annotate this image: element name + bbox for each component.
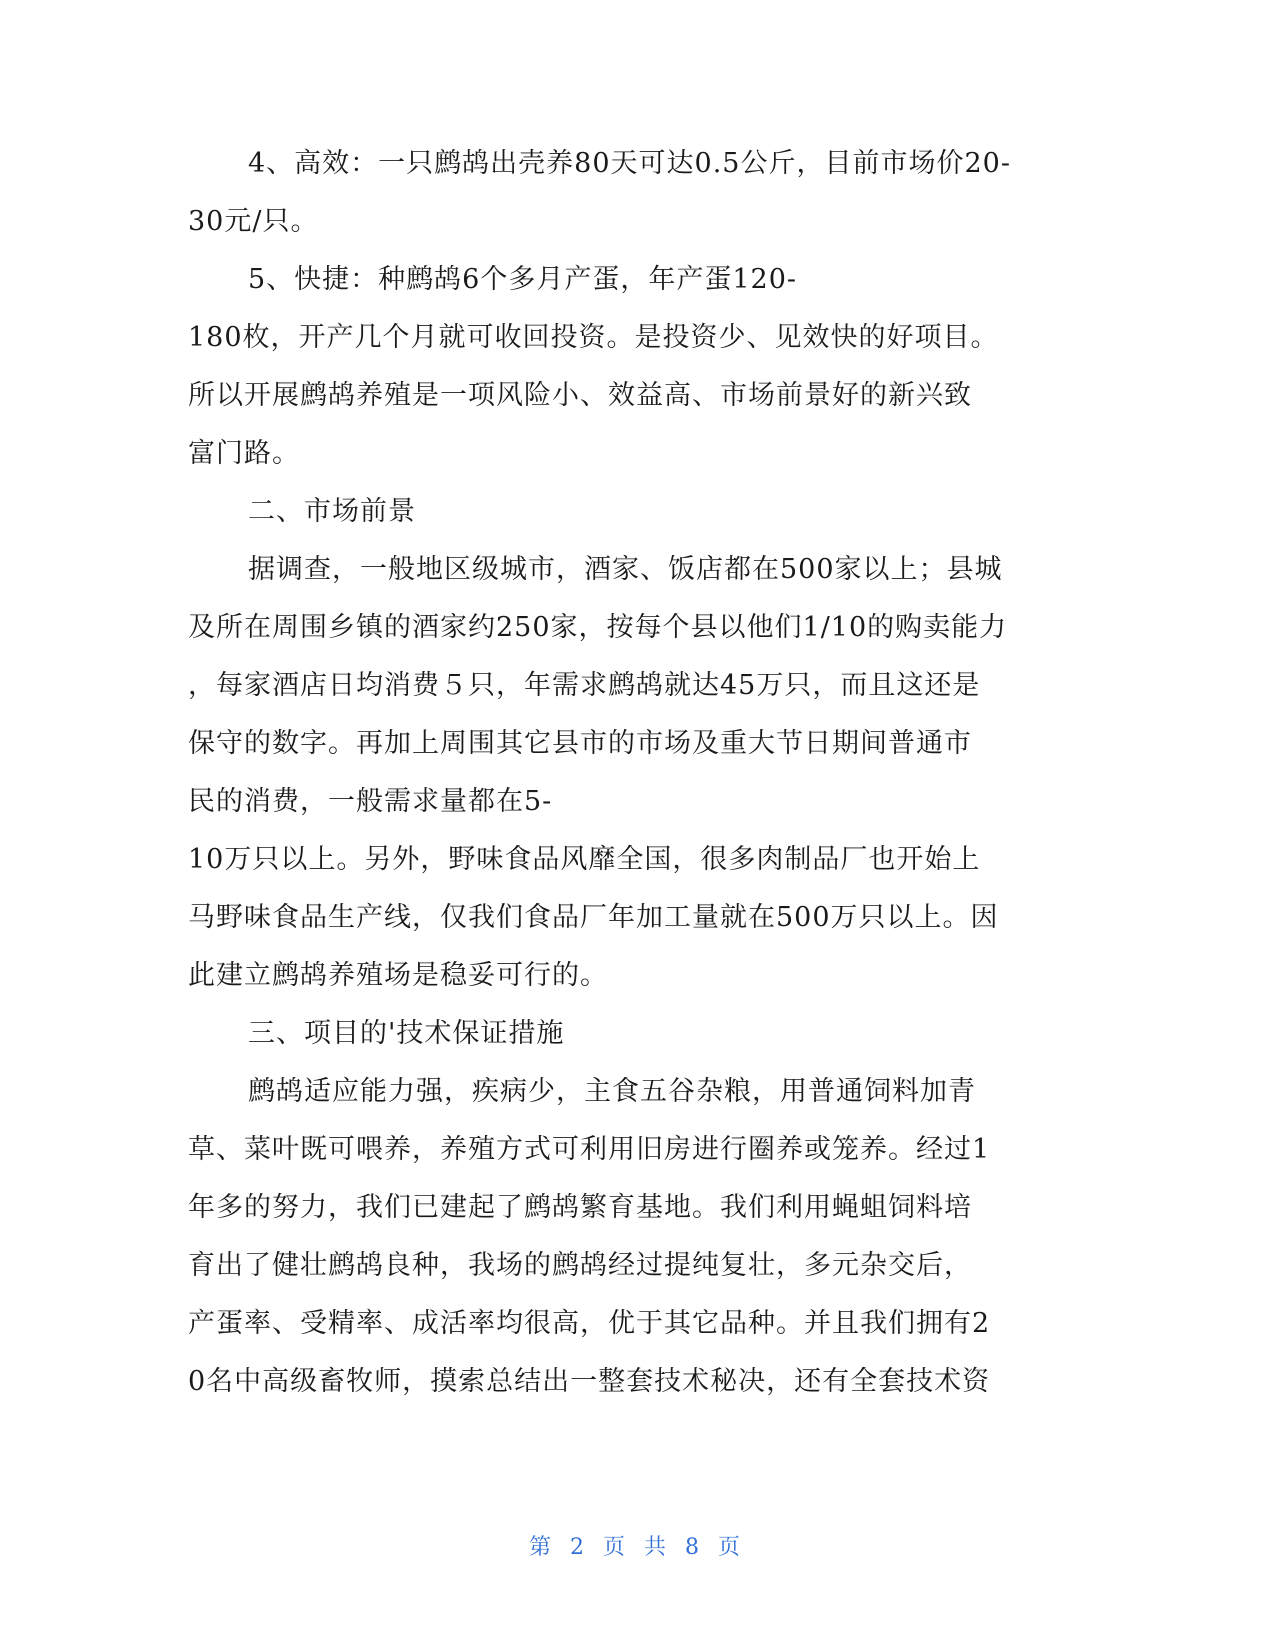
text-line: 此建立鹧鸪养殖场是稳妥可行的。: [188, 960, 608, 991]
text-line: 保守的数字。再加上周围其它县市的市场及重大节日期间普通市: [188, 728, 972, 759]
text-line: 马野味食品生产线，仅我们食品厂年加工量就在500万只以上。因: [188, 902, 999, 933]
text-line: ，每家酒店日均消费５只，年需求鹧鸪就达45万只，而且这还是: [188, 670, 981, 701]
text-line: 及所在周围乡镇的酒家约250家，按每个县以他们1/10的购卖能力: [188, 612, 1008, 643]
section-heading: 二、市场前景: [248, 496, 416, 527]
text-line: 育出了健壮鹧鸪良种，我场的鹧鸪经过提纯复壮，多元杂交后，: [188, 1250, 972, 1281]
text-line: 0名中高级畜牧师，摸索总结出一整套技术秘决，还有全套技术资: [188, 1366, 991, 1397]
section-heading: 三、项目的'技术保证措施: [248, 1018, 565, 1049]
page-number: 第 2 页 共 8 页: [529, 1535, 746, 1560]
text-line: 据调查，一般地区级城市，酒家、饭店都在500家以上；县城: [248, 554, 1003, 585]
text-line: 4、高效：一只鹧鸪出壳养80天可达0.5公斤，目前市场价20-: [248, 148, 1011, 179]
text-line: 所以开展鹧鸪养殖是一项风险小、效益高、市场前景好的新兴致: [188, 380, 972, 411]
text-line: 产蛋率、受精率、成活率均很高，优于其它品种。并且我们拥有2: [188, 1308, 991, 1339]
text-line: 年多的努力，我们已建起了鹧鸪繁育基地。我们利用蝇蛆饲料培: [188, 1192, 972, 1223]
text-line: 民的消费，一般需求量都在5-: [188, 786, 553, 817]
text-line: 鹧鸪适应能力强，疾病少，主食五谷杂粮，用普通饲料加青: [248, 1076, 976, 1107]
text-line: 10万只以上。另外，野味食品风靡全国，很多肉制品厂也开始上: [188, 844, 981, 875]
text-line: 5、快捷：种鹧鸪6个多月产蛋，年产蛋120-: [248, 264, 798, 295]
text-line: 富门路。: [188, 438, 300, 469]
text-line: 180枚，开产几个月就可收回投资。是投资少、见效快的好项目。: [188, 322, 999, 353]
text-line: 草、菜叶既可喂养，养殖方式可利用旧房进行圈养或笼养。经过1: [188, 1134, 991, 1165]
text-line: 30元/只。: [188, 206, 319, 237]
